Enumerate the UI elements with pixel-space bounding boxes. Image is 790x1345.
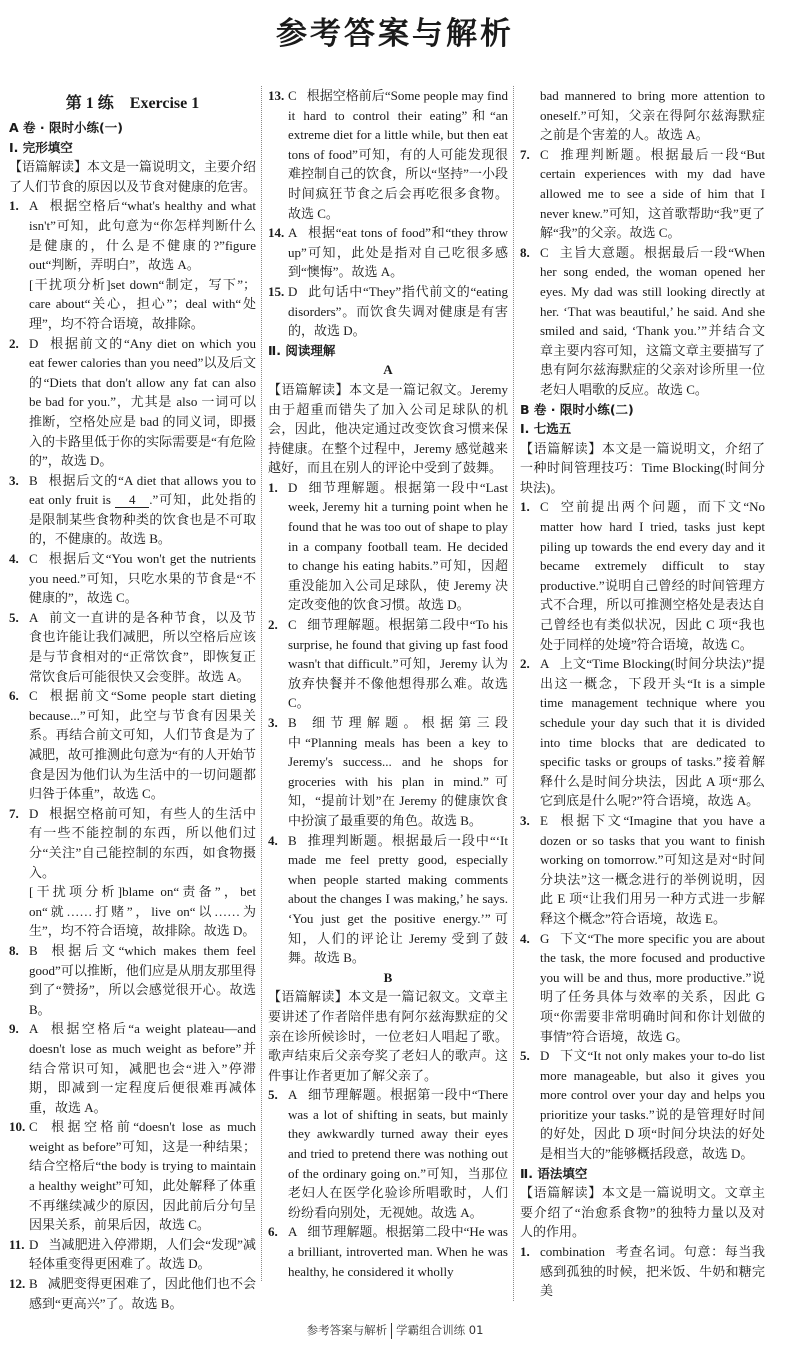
answer-choice: A xyxy=(288,1087,298,1103)
passage-label: A xyxy=(383,362,393,378)
answer-choice: D xyxy=(29,335,39,351)
question-number: 1. xyxy=(268,479,278,495)
answer-choice: C xyxy=(540,244,549,260)
question-number: 3. xyxy=(520,812,530,828)
answer-explanation: 根据前文的“Any diet on which you eat fewer calories than you need”以及后文的“Diets that don't allow any fat can also be bad for you.”，尤其是 also 一词可以推断，空格处应是 bad 的同义词，即摄入的卡路里低于你的实际需要是“有危险的”，故选 D。 xyxy=(29,335,256,469)
answer-item xyxy=(9,686,256,804)
passage-label: B xyxy=(383,969,393,985)
question-number: 4. xyxy=(268,832,278,848)
answer-explanation: 根据“eat tons of food”和“they throw up”可知，此处是指对自己吃很多感到“懊悔”。故选 A。 xyxy=(288,225,508,280)
answer-item xyxy=(520,654,765,811)
question-number: 8. xyxy=(9,942,19,958)
answer-explanation: 根据后文“You won't get the nutrients you need.”可知，只吃水果的节食是“不健康的”，故选 C。 xyxy=(29,551,256,606)
answer-choice: A xyxy=(29,609,39,625)
passage-summary: 【语篇解读】本文是一篇记叙文。Jeremy 由于超重而错失了加入公司足球队的机会，因此，他决定通过改变饮食习惯来保持健康。在整个过程中，Jeremy 感觉越来越好，而且在别人的评论中受到了鼓舞。 xyxy=(268,381,508,476)
question-number: 4. xyxy=(520,930,530,946)
question-number: 10. xyxy=(9,1119,26,1135)
answer-item xyxy=(520,243,765,400)
answer-column-left xyxy=(9,92,261,1313)
answer-explanation: 推理判断题。根据最后一段中“‘It made me feel pretty good, especially when people started making comments about the changes I was making,’ he says. ‘You just get the positive energy.’”可知，人们的评论让 Jeremy 受到了鼓舞。故选 B。 xyxy=(288,832,508,966)
answer-item xyxy=(9,1019,256,1117)
answer-item xyxy=(268,282,508,341)
distractor-analysis: [干扰项分析]set down“制定，写下”；care about“关心，担心”；deal with“处理”，均不符合语境，故排除。 xyxy=(29,276,256,331)
answer-explanation: 细节理解题。根据第二段中“He was a brilliant, introverted man. When he was healthy, he considered it wholly xyxy=(288,1224,508,1279)
answer-explanation: 此句话中“They”指代前文的“eating disorders”。而饮食失调对健康是有害的，故选 D。 xyxy=(288,283,508,339)
answer-explanation: 细节理解题。根据第一段中“There was a lot of shifting in seats, but mainly they awkwardly turned away their eyes and tried to pretend there was nothing out of the ordinary going on.”可知，当那位老妇人在医学化验诊所唱歌时，人们纷纷看向别处，无视她。故选 A。 xyxy=(288,1087,508,1220)
question-number: 5. xyxy=(268,1087,278,1103)
question-number: 7. xyxy=(9,805,19,821)
distractor-analysis: bad mannered to bring more attention to oneself.”可知，父亲在得阿尔兹海默症之前是个害羞的人。故选 A。 xyxy=(540,88,765,143)
question-number: 14. xyxy=(268,225,285,241)
question-number: 1. xyxy=(520,1244,530,1260)
passage-summary: 【语篇解读】本文是一篇说明文，主要介绍了人们节食的原因以及节食对健康的危害。 xyxy=(9,159,257,194)
answer-choice: combination xyxy=(540,1244,605,1260)
question-number: 3. xyxy=(9,472,19,488)
answer-choice: A xyxy=(29,1021,39,1037)
answer-choice: C xyxy=(288,88,297,103)
answer-choice: C xyxy=(29,688,38,704)
answer-choice: C xyxy=(540,499,549,515)
question-number: 1. xyxy=(9,198,19,214)
answer-choice: D xyxy=(29,1236,39,1252)
answer-explanation: 下文“It not only makes your to-do list more manageable, but also it gives you more control over your day and helps you prioritize your tasks.”说的是管理好时间的好处，因此 D 项“时间分块法的好处是相当大的”能够概括段意，故选 D。 xyxy=(540,1048,765,1162)
section-heading: Ⅰ. 完形填空 xyxy=(9,139,73,155)
answer-explanation: 下文“The more specific you are about the task, the more focused and productive you will be and thus, more productive.”说明了任务具体与效率的关系，因此 G 项“你需要非常明确时间和你计划做的事情”符合语境，故选 G。 xyxy=(540,930,765,1044)
passage-summary: 【语篇解读】本文是一篇记叙文。文章主要讲述了作者陪伴患有阿尔兹海默症的父亲在诊所候诊时，一位老妇人唱起了歌。歌声结束后父亲夸奖了老妇人的歌声。这件事让作者更加了解父亲了。 xyxy=(268,989,508,1083)
answer-explanation: 减肥变得更困难了，因此他们也不会感到“更高兴”了。故选 B。 xyxy=(29,1276,256,1311)
footer-divider xyxy=(391,1323,392,1339)
question-number: 6. xyxy=(268,1224,278,1240)
answer-item xyxy=(268,1085,508,1222)
answer-item xyxy=(9,1235,256,1274)
answer-item xyxy=(268,615,508,713)
answer-choice: C xyxy=(288,617,297,633)
answer-item xyxy=(9,334,256,471)
answer-item xyxy=(268,223,508,282)
answer-item xyxy=(268,86,508,223)
footer-book-section: 参考答案与解析 xyxy=(306,1323,388,1338)
answer-column-middle xyxy=(261,86,513,1281)
question-number: 9. xyxy=(9,1021,19,1037)
answer-choice: A xyxy=(540,656,550,672)
answer-item xyxy=(268,478,508,615)
section-heading: Ⅱ. 阅读理解 xyxy=(268,342,336,358)
answer-choice: C xyxy=(29,1119,38,1135)
answer-item xyxy=(9,1274,256,1313)
answer-choice: D xyxy=(288,479,298,495)
answer-explanation: 根据空格前可知，有些人的生活中有一些不能控制的东西，所以他们过分“关注”自己能控制的东西，如食物摄入。 xyxy=(29,805,256,880)
answer-item xyxy=(520,1242,765,1301)
answer-choice: B xyxy=(288,715,297,730)
answer-choice: C xyxy=(540,146,549,162)
passage-summary: 【语篇解读】本文是一篇说明文。文章主要介绍了“治愈系食物”的独特力量以及对人的作用。 xyxy=(520,1185,765,1240)
answer-choice: B xyxy=(29,472,38,488)
question-number: 11. xyxy=(9,1236,25,1252)
answer-explanation: 推理判断题。根据最后一段“But certain experiences with my dad have allowed me to see a side of him that I never knew.”可知，这首歌帮助“我”更了解“我”的父亲。故选 C。 xyxy=(540,146,765,241)
answer-choice: D xyxy=(29,805,39,821)
answer-explanation: 主旨大意题。根据最后一段“When her song ended, the woman opened her eyes. My dad was still looking directly at her. ‘That was beautiful,’ he said. And she smiled and said, ‘Thank you.’”并结合文章主要内容可知，这篇文章主要描写了患有阿尔兹海默症的父亲对诊所里一位老妇人唱歌的反应。故选 C。 xyxy=(540,244,765,397)
answer-explanation: 细节理解题。根据第一段中“Last week, Jeremy hit a turning point when he found that he was too out of shape to play in a company football team. He decided to change his eating habits.”可知，因超重没能加入公司足球队，使 Jeremy 决定改变他的饮食习惯。故选 D。 xyxy=(288,479,508,613)
answer-explanation: 根据前文“Some people start dieting because...”可知，此空与节食有因果关系。再结合前文可知，人们节食是为了减肥，故可推测此句意为“有的人开始节食是因为他们认为生活中的一切问题都归咎于体重”，故选 C。 xyxy=(29,688,256,802)
question-number: 5. xyxy=(520,1048,530,1064)
answer-explanation: 当减肥进入停滞期，人们会“发现”减轻体重变得更困难了。故选 D。 xyxy=(29,1236,256,1272)
answer-explanation: 根据空格后“a weight plateau—and doesn't lose as much weight as before”并结合常识可知，减肥也会“进入”停滞期，即减到一定程度后便很难再减体重，故选 A。 xyxy=(29,1021,256,1115)
answer-item xyxy=(9,608,256,686)
answer-explanation: 根据后文“which makes them feel good”可以推断，他们应是从朋友那里得到了“赞扬”，所以会感觉很开心。故选 B。 xyxy=(29,942,256,1017)
exercise-title: 第 1 练 Exercise 1 xyxy=(65,95,200,112)
question-number: 2. xyxy=(9,335,19,351)
question-number: 13. xyxy=(268,88,285,103)
passage-summary: 【语篇解读】本文是一篇说明文，介绍了一种时间管理技巧：Time Blocking(时间分块法)。 xyxy=(520,440,765,495)
question-number: 4. xyxy=(9,551,19,567)
section-heading: Ⅱ. 语法填空 xyxy=(520,1165,588,1181)
answer-explanation: 根据空格后“what's healthy and what isn't”可知，此句意为“你怎样判断什么是健康的，什么是不健康的?”figure out“判断，弄明白”，故选 A。 xyxy=(29,198,256,273)
answer-choice: A xyxy=(288,225,298,241)
section-heading: A 卷 · 限时小练(一) xyxy=(9,120,123,135)
answer-explanation: 上文“Time Blocking(时间分块法)”提出这一概念，下段开头“It is a simple time management technique where you schedule your day such that it is divided into time blocks that are dedicated to specific tasks or groups of tasks.”接着解释什么是时间分块法，因此 A 项“那么它到底是什么呢?”符合语境，故选 A。 xyxy=(540,656,765,809)
question-number: 12. xyxy=(9,1276,26,1292)
answer-choice: D xyxy=(288,283,298,299)
answer-item xyxy=(268,713,508,831)
answer-explanation: 根据后文的“A diet that allows you to eat only fruit is xyxy=(29,472,256,508)
answer-choice: B xyxy=(288,832,297,848)
answer-item xyxy=(9,471,256,549)
answer-choice: G xyxy=(540,930,550,946)
question-number: 7. xyxy=(520,146,530,162)
answer-choice: D xyxy=(540,1048,550,1064)
question-number: 2. xyxy=(268,617,278,633)
answer-choice: A xyxy=(29,198,39,214)
answer-explanation: 空前提出两个问题，而下文“No matter how hard I tried, tasks just kept piling up towards the end every day and it became extremely difficult to stay productive.”说明自己曾经的时间管理方式不合理，所以可推测空格处是表达自己曾经也有类似状况，因此 C 项“我也处于同样的处境”符合语境，故选 C。 xyxy=(540,499,765,652)
answer-item xyxy=(9,804,256,882)
answer-choice: C xyxy=(29,551,38,567)
answer-item xyxy=(520,811,765,929)
answer-item xyxy=(268,831,508,968)
answer-explanation: 根据空格前“doesn't lose as much weight as before”可知，这是一种结果；结合空格后“the body is trying to maintain a healthy weight”可知，此处解释了体重不再继续减少的原因，因此前后分句呈因果关系，前果后因，故选 C。 xyxy=(29,1119,256,1233)
answer-choice: E xyxy=(540,812,548,828)
answer-item xyxy=(9,549,256,608)
footer-book-title: 学霸组合训练 01 xyxy=(396,1323,484,1338)
answer-explanation: 根据下文“Imagine that you have a dozen or so tasks that you want to finish working on tomorrow.”可知这是对“时间分块法”这一概念进行的举例说明，因此 E 项“让我们用另一种方式进一步解释这个概念”符合语境，故选 E。 xyxy=(540,812,765,926)
section-heading: B 卷 · 限时小练(二) xyxy=(520,401,634,417)
page-footer xyxy=(0,1313,790,1345)
answer-explanation: 细节理解题。根据第二段中“To his surprise, he found that giving up fast food wasn't that difficult.”可知，Jeremy 认为放弃快餐并不像他想得那么难。故选 C。 xyxy=(288,617,508,711)
question-number: 3. xyxy=(268,715,278,730)
answer-item xyxy=(520,929,765,1047)
answer-columns xyxy=(0,88,790,1313)
distractor-analysis: [干扰项分析]blame on“责备”，bet on“就……打赌”，live on“以……为生”，均不符合语境，故排除。故选 D。 xyxy=(29,884,256,939)
question-number: 2. xyxy=(520,656,530,672)
answer-explanation: 根据空格前后“Some people may find it hard to control their eating”和“an extreme diet for a little while, but then eat tons of food”可知，有的人可能发现很难控制自己的饮食，所以“坚持”一小段时间疯狂节食之后会再吃很多食物。故选 C。 xyxy=(288,88,508,221)
answer-choice: B xyxy=(29,1276,38,1292)
answer-explanation: 前文一直讲的是各种节食，以及节食也许能让我们减肥，所以空格后应该是与节食相对的“正常饮食”，即恢复正常饮食后可能很快又会变胖。故选 A。 xyxy=(29,609,256,684)
answer-explanation-continued: .”可知，此处指的是限制某些食物种类的饮食也是不可取的，不健康的。故选 B。 xyxy=(29,492,256,547)
answer-item xyxy=(520,1046,765,1164)
answer-choice: A xyxy=(288,1224,298,1240)
answer-item xyxy=(9,1117,256,1235)
question-number: 15. xyxy=(268,283,285,299)
answer-explanation: 考查名词。句意：每当我感到孤独的时候，把米饭、牛奶和糖完美 xyxy=(540,1244,765,1299)
answer-item xyxy=(268,1222,508,1281)
blank-number: 4 xyxy=(115,493,149,508)
answer-explanation: 细节理解题。根据第三段中“Planning meals has been a key to Jeremy's success... and he shops for groceries with his plan in mind.”可知，“提前计划”在 Jeremy 的健康饮食中扮演了最重要的角色。故选 B。 xyxy=(288,715,508,828)
answer-choice: B xyxy=(29,942,38,958)
page-title: 参考答案与解析 xyxy=(276,16,514,52)
question-number: 6. xyxy=(9,688,19,704)
answer-item xyxy=(520,497,765,654)
answer-item xyxy=(9,196,256,274)
question-number: 8. xyxy=(520,244,530,260)
question-number: 5. xyxy=(9,609,19,625)
answer-item xyxy=(520,145,765,243)
answer-column-right xyxy=(513,86,765,1301)
section-heading: Ⅰ. 七选五 xyxy=(520,421,572,437)
question-number: 1. xyxy=(520,499,530,515)
answer-item xyxy=(9,941,256,1019)
